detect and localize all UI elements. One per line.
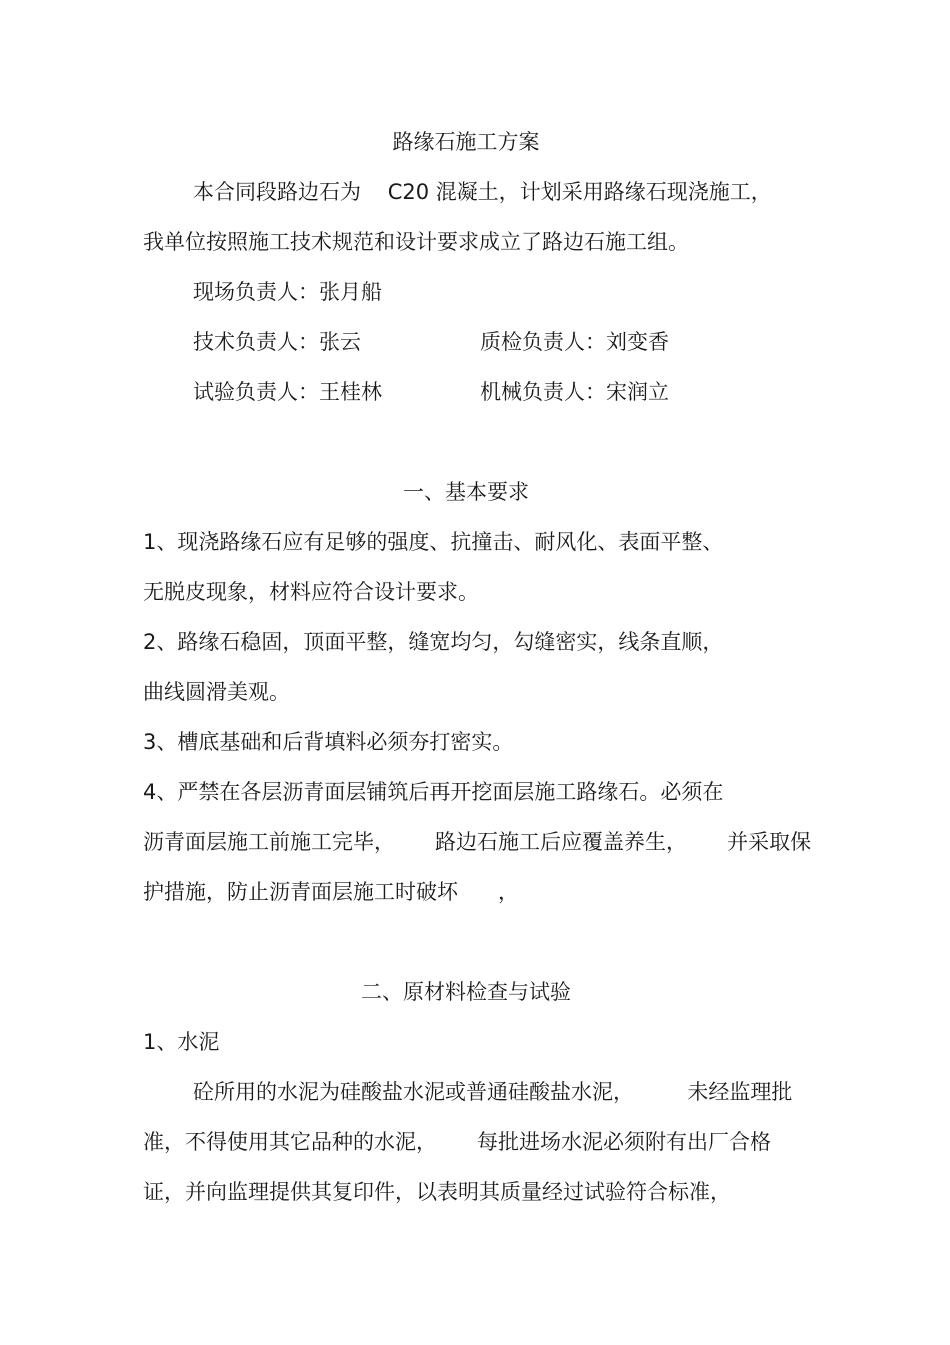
site-manager: 现场负责人：张月船 (193, 280, 382, 304)
tech-manager: 技术负责人：张云 (193, 330, 361, 354)
qc-manager: 质检负责人：刘变香 (480, 330, 669, 354)
test-manager: 试验负责人：王桂林 (193, 380, 382, 404)
section-2-line: 准，不得使用其它品种的水泥， 每批进场水泥必须附有出厂合格 (143, 1130, 772, 1154)
section-1-line: 护措施，防止沥青面层施工时破坏 ， (143, 880, 520, 904)
document-title: 路缘石施工方案 (392, 130, 540, 154)
section-1-line: 无脱皮现象，材料应符合设计要求。 (143, 580, 479, 604)
machinery-manager: 机械负责人：宋润立 (480, 380, 669, 404)
section-1-line: 沥青面层施工前施工完毕， 路边石施工后应覆盖养生， 并采取保 (143, 830, 812, 854)
section-2-line: 砼所用的水泥为硅酸盐水泥或普通硅酸盐水泥， 未经监理批 (193, 1080, 793, 1104)
section-1-line: 曲线圆滑美观。 (143, 680, 290, 704)
section-2-line: 证，并向监理提供其复印件，以表明其质量经过试验符合标准， (143, 1180, 731, 1204)
section-1-line: 3、槽底基础和后背填料必须夯打密实。 (143, 730, 514, 754)
section-1-line: 2、路缘石稳固，顶面平整，缝宽均匀，勾缝密实，线条直顺， (143, 630, 724, 654)
section-2-subheading: 1、水泥 (143, 1030, 220, 1054)
intro-line-2: 我单位按照施工技术规范和设计要求成立了路边石施工组。 (143, 230, 689, 254)
intro-line-1: 本合同段路边石为 C20 混凝土，计划采用路缘石现浇施工， (193, 180, 772, 204)
section-1-line: 1、现浇路缘石应有足够的强度、抗撞击、耐风化、表面平整、 (143, 530, 724, 554)
section-1-heading: 一、基本要求 (403, 480, 529, 504)
section-2-heading: 二、原材料检查与试验 (361, 980, 571, 1004)
section-1-line: 4、严禁在各层沥青面层铺筑后再开挖面层施工路缘石。必须在 (143, 780, 724, 804)
